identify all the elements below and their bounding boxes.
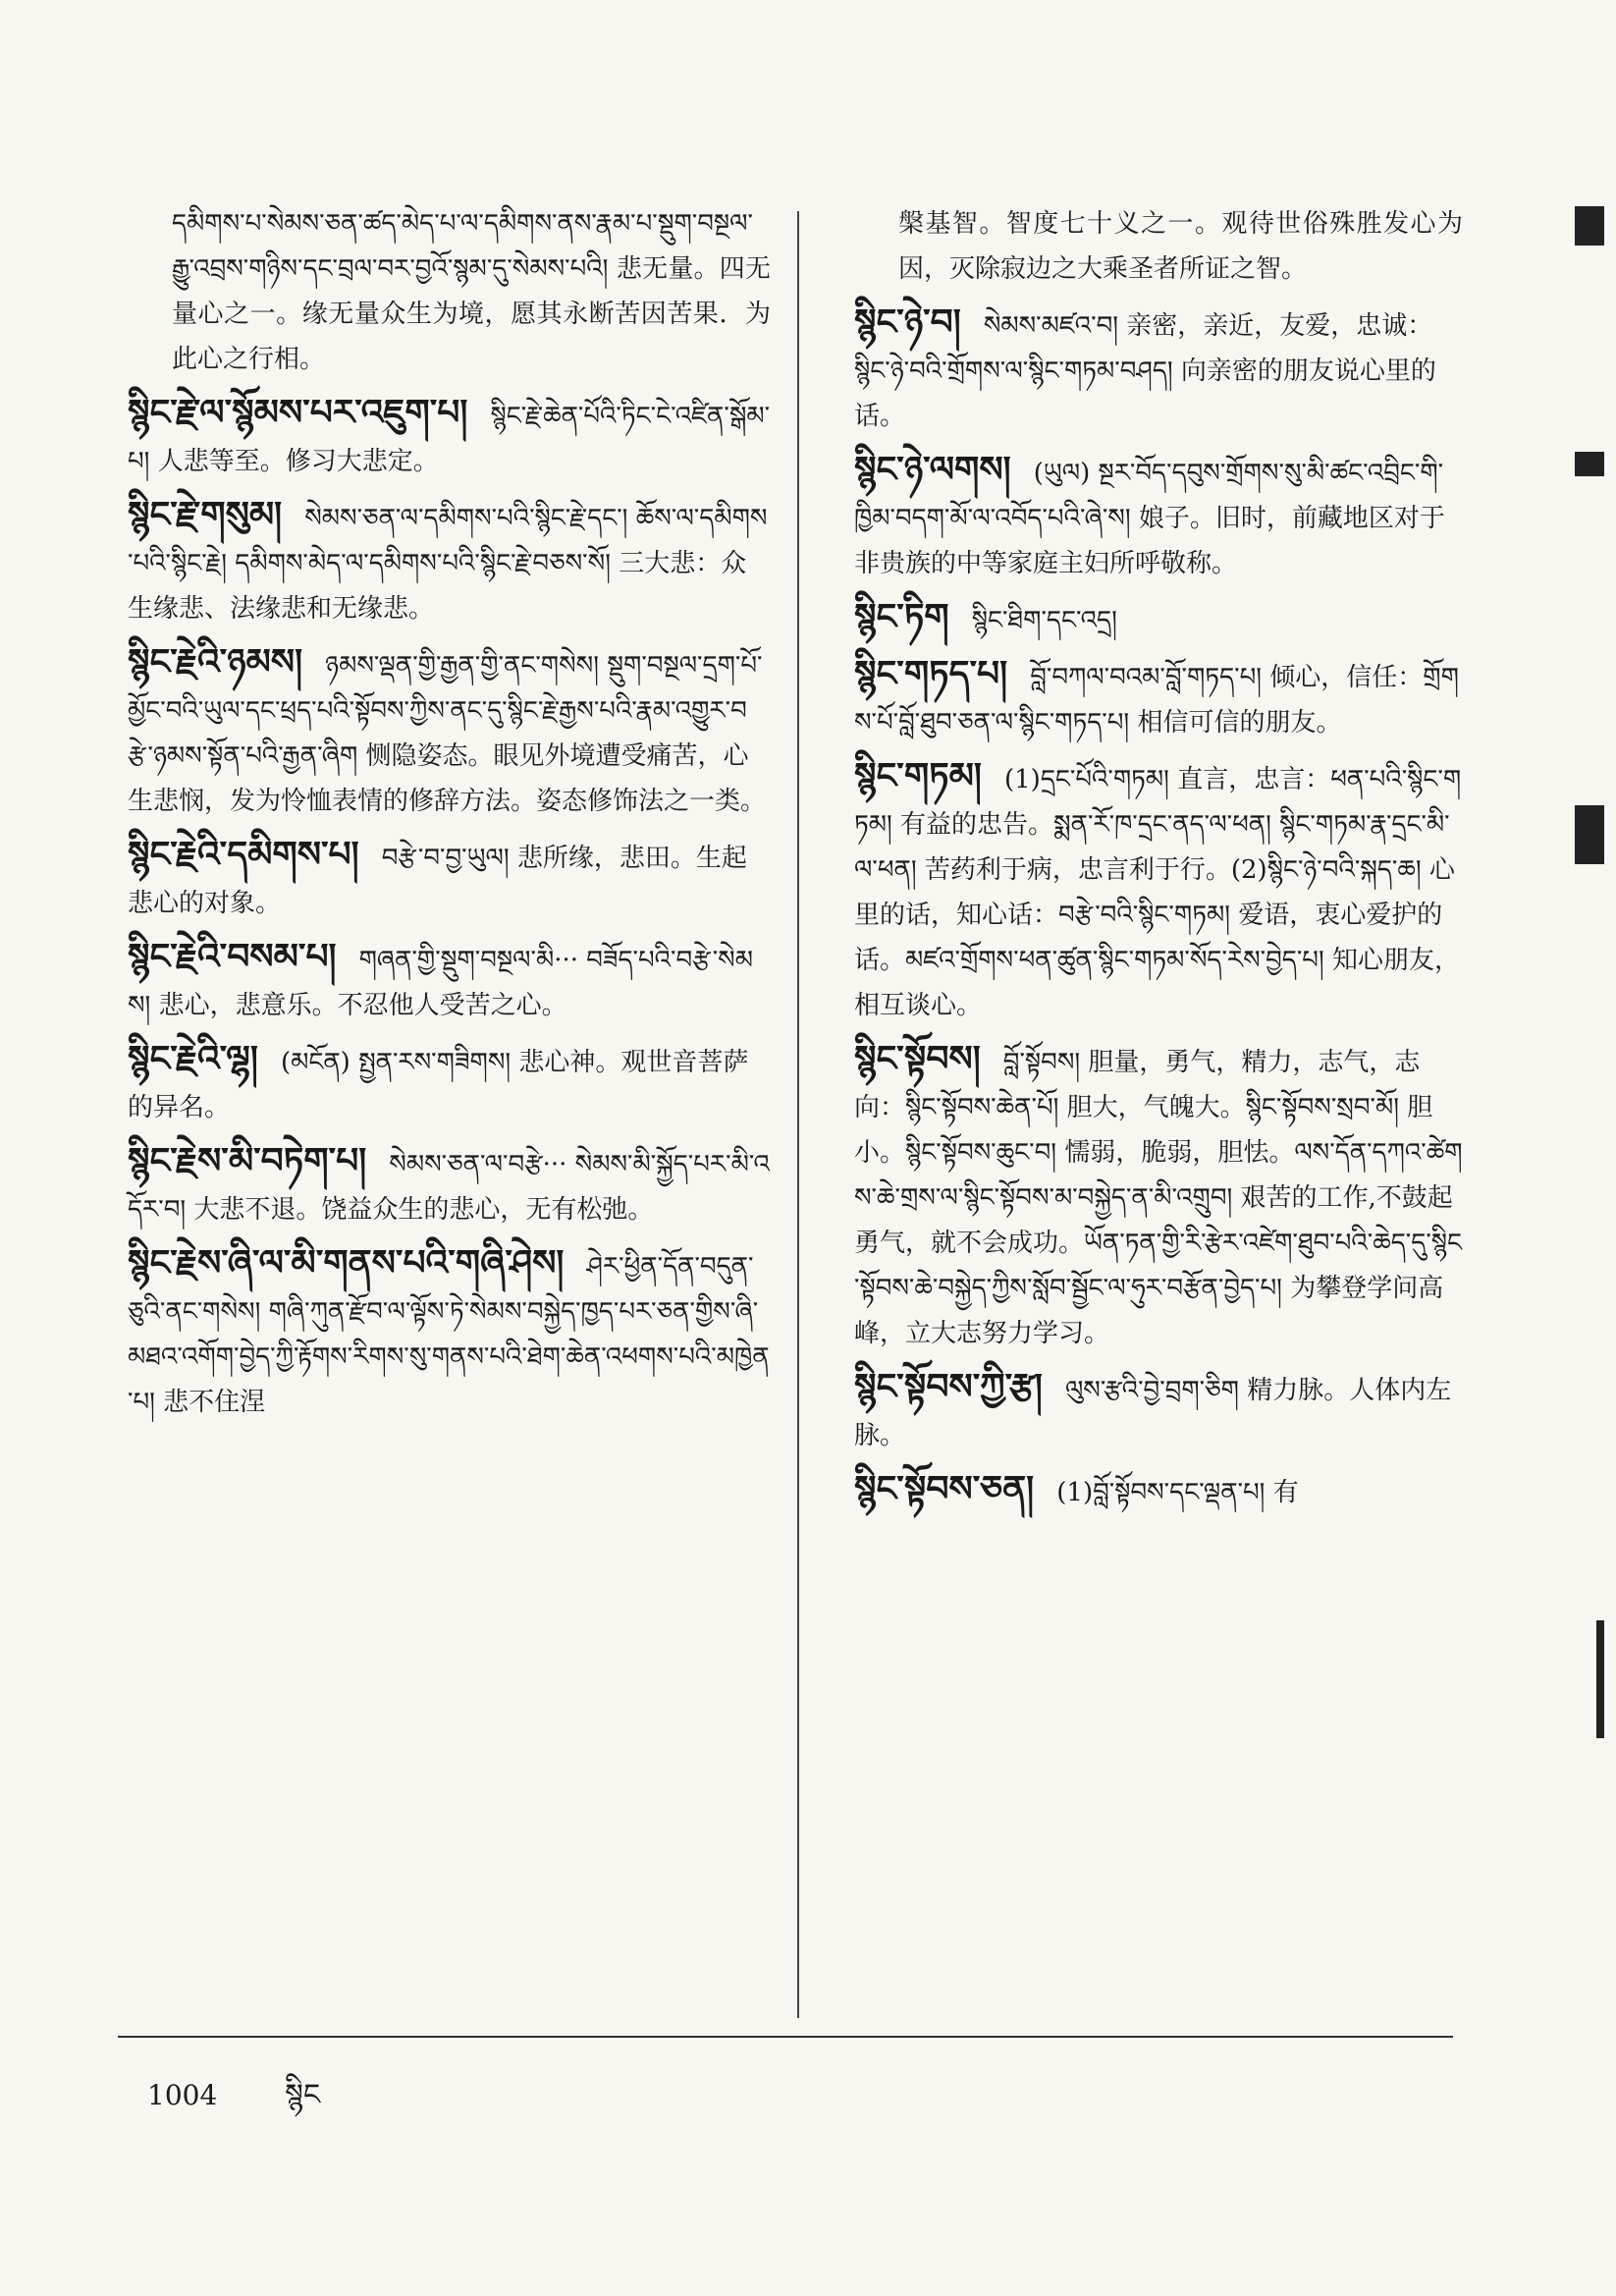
entry: [128, 932, 771, 1028]
entry-definition: ལུས་རྩའི་བྱེ་བྲག་ཅིག 精力脉。人体内左脉。: [854, 1376, 1452, 1450]
entry-definition: (ཡུལ) སྔར་བོད་དབུས་གྲོགས་སུ་མི་ཚང་འབྲིང་གི་ཁྱིམ་བདག་མོ་ལ་འབོད་པའི་ཞེ་ས། 娘子。旧时，前藏地区对于非贵族的中等家庭主妇所呼敬称。: [854, 459, 1445, 578]
entry: [854, 298, 1463, 439]
entry-definition: སེམས་ཅན་ལ་དམིགས་པའི་སྙིང་རྗེ་དང་། ཆོས་ལ་དམིགས་པའི་སྙིང་རྗེ། དམིགས་མེད་ལ་དམིགས་པའི་སྙིང་རྗེ་བཅས་སོ། 三大悲：众生缘悲、法缘悲和无缘悲。: [128, 504, 768, 624]
entry: [854, 1034, 1463, 1356]
entry-definition: (མངོན) སྤྱན་རས་གཟིགས། 悲心神。观世音菩萨的异名。: [128, 1048, 749, 1122]
entry-definition: བློ་བཀལ་བའམ་བློ་གཏད་པ། 倾心，信任：གྲོགས་པོ་བློ་ཐུབ་ཅན་ལ་སྙིང་གཏད་པ། 相信可信的朋友。: [854, 663, 1459, 738]
entry-headword: སྙིང་གཏམ།: [854, 756, 982, 796]
entry: [128, 830, 771, 926]
entry-headword: སྙིང་ཉེ་བ།: [854, 302, 961, 343]
right-intro-text: 槃基智。智度七十义之一。观待世俗殊胜发心为因，灭除寂边之大乘圣者所证之智。: [898, 209, 1463, 284]
entry-headword: སྙིང་རྗེ་གསུམ།: [128, 495, 283, 535]
entry-definition: ཤེར་ཕྱིན་དོན་བདུན་ཅུའི་ནང་གསེས། གཞི་ཀུན་རྫོབ་ལ་ལྟོས་ཏེ་སེམས་བསྐྱེད་ཁྱད་པར་ཅན་གྱིས་ཞི་མཐའ་འགོག་བྱེད་ཀྱི་རྟོགས་རིགས་སུ་གནས་པའི་ཐེག་ཆེན་འཕགས་པའི་མཁྱེན་པ། 悲不住涅: [128, 1252, 770, 1417]
column-divider: [797, 211, 799, 2018]
entry-headword: སྙིང་རྗེ་ལ་སྙོམས་པར་འཇུག་པ།: [128, 393, 468, 433]
entry: [128, 1034, 771, 1130]
entry-headword: སྙིང་རྗེའི་དམིགས་པ།: [128, 835, 359, 875]
entry: [128, 1136, 771, 1232]
entry-headword: སྙིང་གཏད་པ།: [854, 654, 1008, 694]
entry-headword: སྙིང་རྗེའི་ཉམས།: [128, 642, 303, 683]
entry: [854, 1464, 1463, 1515]
entry-headword: སྙིང་ཉེ་ལགས།: [854, 450, 1011, 490]
entry-headword: སྙིང་སྟོབས།: [854, 1039, 981, 1079]
entry: [128, 1238, 771, 1425]
entry-definition: བློ་སྟོབས། 胆量，勇气，精力，志气，志向：སྙིང་སྟོབས་ཆེན་པོ། 胆大，气魄大。སྙིང་སྟོབས་སྲབ་མོ། 胆小。སྙིང་སྟོབས་ཆུང་བ། 懦弱，脆弱，胆怯。ལས་དོན་དཀའ་ཚེགས་ཆེ་གྲས་ལ་སྙིང་སྟོབས་མ་བསྐྱེད་ན་མི་འགྲུབ། 艰苦的工作,不鼓起勇气，就不会成功。ཡོན་ཏན་གྱི་རི་རྩེར་འཛེག་ཐུབ་པའི་ཆེད་དུ་སྙིང་སྟོབས་ཆེ་བསྐྱེད་ཀྱིས་སློབ་སྦྱོང་ལ་ཧུར་བརྩོན་བྱེད་པ། 为攀登学问高峰，立大志努力学习。: [854, 1048, 1463, 1348]
entry-definition: (1)བློ་སྟོབས་དང་ལྡན་པ། 有: [1056, 1478, 1299, 1507]
entry: [854, 592, 1463, 643]
entry: [128, 637, 771, 824]
entry: [854, 649, 1463, 745]
page-footer: [147, 2062, 320, 2145]
entry-definition: སྙིང་ཐིག་དང་འདྲ།: [971, 606, 1117, 635]
entry: [128, 490, 771, 631]
entry: [128, 388, 771, 484]
footer-rule: [118, 2036, 1453, 2038]
entry-definition: སྙིང་རྗེ་ཆེན་པོའི་ཏིང་ངེ་འཛིན་སྒོམ་པ། 人悲等至。修习大悲定。: [128, 402, 771, 476]
page-number: 1004: [147, 2079, 218, 2111]
entry-headword: སྙིང་སྟོབས་ཅན།: [854, 1469, 1035, 1509]
entry-definition: (1)དྲང་པོའི་གཏམ། 直言，忠言：ཕན་པའི་སྙིང་གཏམ། 有益的忠告。སྨན་རོ་ཁ་དྲང་ནད་ལ་ཕན། སྙིང་གཏམ་རྣ་དྲང་མི་ལ་ཕན། 苦药利于病，忠言利于行。(2)སྙིང་ཉེ་བའི་སྐད་ཆ། 心里的话，知心话：བརྩེ་བའི་སྙིང་གཏམ། 爱语，衷心爱护的话。མཛའ་གྲོགས་ཕན་ཚུན་སྙིང་གཏམ་སོད་རེས་བྱེད་པ། 知心朋友，相互谈心。: [854, 765, 1462, 1020]
edge-mark: [1596, 1620, 1604, 1738]
entry: [854, 445, 1463, 586]
entry-headword: སྙིང་རྗེའི་ལྷ།: [128, 1039, 258, 1079]
entry-definition: སེམས་མཛའ་བ། 亲密，亲近，友爱，忠诚：སྙིང་ཉེ་བའི་གྲོགས་ལ་སྙིང་གཏམ་བཤད། 向亲密的朋友说心里的话。: [854, 311, 1436, 431]
entry-definition: བརྩེ་བ་བྱ་ཡུལ། 悲所缘，悲田。生起悲心的对象。: [128, 844, 747, 918]
entry-headword: སྙིང་རྗེའི་བསམ་པ།: [128, 937, 337, 977]
left-intro-text: དམིགས་པ་སེམས་ཅན་ཚད་མེད་པ་ལ་དམིགས་ནས་རྣམ་པ་སྡུག་བསྔལ་རྒྱུ་འབྲས་གཉིས་དང་བྲལ་བར་བྱའོ་སྙམ་དུ་སེམས་པའི། 悲无量。四无量心之一。缘无量众生为境，愿其永断苦因苦果．为此心之行相。: [172, 209, 771, 374]
entry-headword: སྙིང་སྟོབས་ཀྱི་རྩ།: [854, 1367, 1043, 1407]
entry-definition: སེམས་ཅན་ལ་བརྩེ··· སེམས་མི་སྐྱོད་པར་མི་འདོར་བ། 大悲不退。饶益众生的悲心，无有松弛。: [128, 1150, 770, 1225]
entry: [854, 1362, 1463, 1458]
edge-mark: [1575, 805, 1604, 864]
page-edge-marks: [1557, 196, 1616, 2160]
entry-headword: སྙིང་རྗེས་ཞི་ལ་མི་གནས་པའི་གཞི་ཤེས།: [128, 1243, 565, 1284]
edge-mark: [1575, 206, 1604, 246]
edge-mark: [1575, 452, 1604, 476]
entry-headword: སྙིང་ཏིག: [854, 597, 949, 637]
right-column: [854, 201, 1463, 1521]
entry-headword: སྙིང་རྗེས་མི་བཏེག་པ།: [128, 1141, 367, 1181]
entry-definition: གཞན་གྱི་སྡུག་བསྔལ་མི··· བཟོད་པའི་བརྩེ་སེམས། 悲心，悲意乐。不忍他人受苦之心。: [128, 946, 753, 1020]
entry-definition: ཉམས་ལྡན་གྱི་རྒྱན་གྱི་ནང་གསེས། སྡུག་བསྔལ་དྲག་པོ་མྱོང་བའི་ཡུལ་དང་ཕྲད་པའི་སྟོབས་ཀྱིས་ནང་དུ་སྙིང་རྗེ་རྒྱས་པའི་རྣམ་འགྱུར་བརྩེ་ཉམས་སྟོན་པའི་རྒྱན་ཞིག 恻隐姿态。眼见外境遭受痛苦，心生悲悯，发为怜恤表情的修辞方法。姿态修饰法之一类。: [128, 651, 767, 816]
entry: [854, 751, 1463, 1028]
running-head: སྙིང: [285, 2078, 321, 2112]
left-column: [128, 201, 771, 1431]
